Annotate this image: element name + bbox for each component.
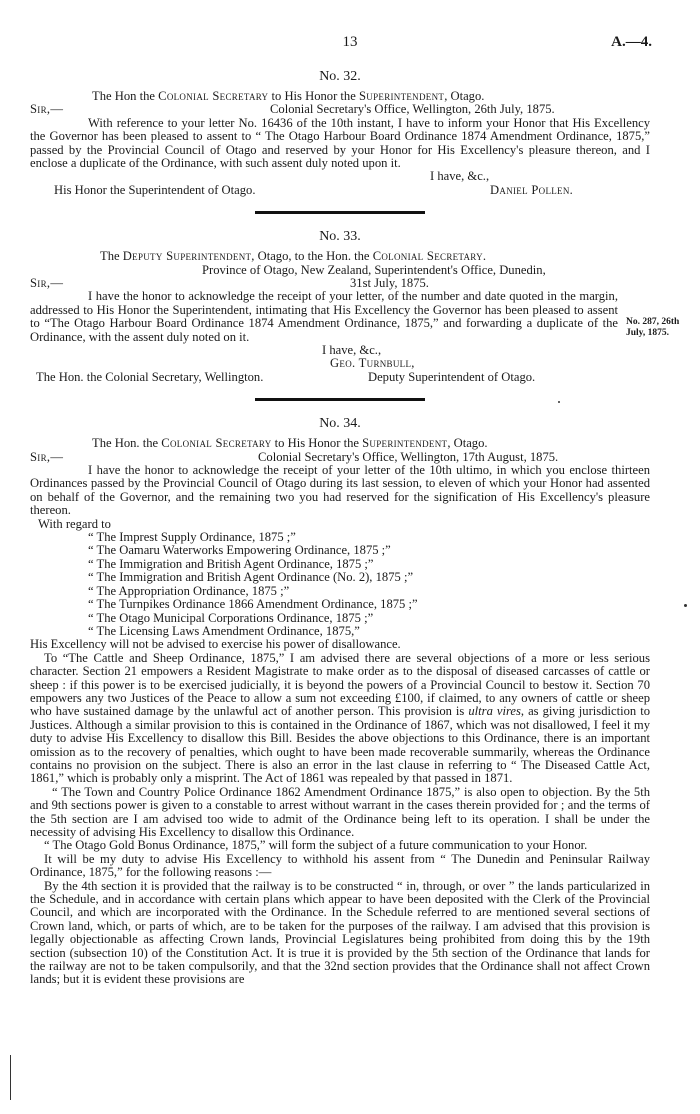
section-divider — [255, 398, 425, 401]
letter-addressee: The Hon. the Colonial Secretary, Wellington. — [36, 369, 264, 384]
letter-no-34 — [30, 415, 650, 987]
list-item: “ The Immigration and British Agent Ordinance, 1875 ;” — [88, 556, 374, 571]
paragraph: It will be my duty to advise His Excellency to withhold his assent from “ The Dunedin and Peninsular Railway Ordinance, 1875,” for the following reasons :— — [30, 851, 650, 880]
letter-closing: I have, &c., — [322, 343, 382, 358]
page-header — [0, 36, 700, 54]
list-item: “ The Immigration and British Agent Ordinance (No. 2), 1875 ;” — [88, 570, 414, 585]
list-item: “ The Imprest Supply Ordinance, 1875 ;” — [88, 530, 296, 545]
list-item: “ The Appropriation Ordinance, 1875 ;” — [88, 583, 290, 598]
salutation: Sir,— — [30, 449, 64, 464]
letter-address-line: The Hon the Colonial Secretary to His Honor the Superintendent, Otago. — [92, 89, 485, 103]
letter-title: No. 34. — [319, 416, 361, 432]
paragraph: By the 4th section it is provided that the railway is to be constructed “ in, through, or over ” the lands particularized in the Schedule, and in accordance with certain plans which appear to have been deposited with the Clerk of the Provincial Council, and which are incorporated with the Ordinance. In the Schedule referred to are mentioned several sections of Crown land, which, or parts of which, are to be taken for the purposes of the railway. I am advised that this provision is legally objectionable as affecting Crown lands, Provincial Legislatures being prohibited from doing this by the 19th section (subsection 10) of the Constitution Act. It is true it is provided by the 5th section of the Ordinance that lands for the railway are not to be taken compulsorily, and that the 32nd section provides that the Ordinance shall not affect Crown lands; but it is evident these provisions are — [30, 878, 650, 987]
letter-signature: Daniel Pollen. — [490, 182, 574, 197]
paragraph: To “The Cattle and Sheep Ordinance, 1875,” I am advised there are several objections of a more or less serious character. Section 21 empowers a Resident Magistrate to make order as to the disposal of diseased carcasses of cattle or sheep : if this power is to be exercised judicially, it is beyond the powers of a Provincial Council to bestow it. Section 70 empowers any two Justices of the Peace to allow a sum not exceeding £100, if claimed, to any owners of cattle or sheep who have sustained damage by the unlawful act of another person. This provision is ultra vires, as giving jurisdiction to Justices. Although a similar provision to this is contained in the Ordinance of 1867, which was not disallowed, I feel it my duty to advise His Excellency to disallow this Bill. Besides the above objections to this Ordinance, there is an important omission as to the recovery of penalties, which ought to have been made recoverable summarily, whereas the Ordinance contains no provision on the subject. There is also an error in the last clause in referring to “ The Diseased Cattle Act, 1861,” which is probably only a misprint. The Act of 1861 was repealed by that passed in 1871. — [30, 650, 650, 786]
letter-addressee: His Honor the Superintendent of Otago. — [54, 182, 256, 197]
paragraph: “ The Town and Country Police Ordinance 1862 Amendment Ordinance 1875,” is also open to objection. By the 5th and 9th sections power is given to a constable to arrest without warrant in the cases therein provided for ; and the terms of the 5th section are I am advised too wide to admit of the Ordinance being left to its operation. I shall be under the necessity of advising His Excellency to disallow this Ordinance. — [30, 784, 650, 840]
page-body — [30, 68, 680, 987]
letter-place-date: Colonial Secretary's Office, Wellington, 26th July, 1875. — [270, 102, 555, 117]
section-divider — [255, 211, 425, 214]
margin-note: No. 287, 26th July, 1875. — [626, 317, 680, 339]
paragraph: His Excellency will not be advised to exercise his power of disallowance. — [30, 637, 401, 652]
with-regard: With regard to — [38, 516, 111, 531]
letter-title: No. 32. — [319, 69, 361, 84]
letter-body: With reference to your letter No. 16436 of the 10th instant, I have to inform your Honor that His Excellency the Governor has been pleased to assent to “ The Otago Harbour Board Ordinance 1874 Amendment Ordinance, 1875,” passed by the Provincial Council of Otago and reserved by your Honor for His Excellency's pleasure thereon, and I enclose a duplicate of the Ordinance, with such assent duly noted upon it. — [30, 115, 650, 171]
salutation-row — [30, 277, 650, 290]
list-item: “ The Otago Municipal Corporations Ordinance, 1875 ;” — [88, 610, 374, 625]
margin-line — [10, 1055, 11, 1100]
salutation: Sir,— — [30, 276, 64, 291]
letter-no-33 — [30, 228, 680, 384]
letter-place-date: Colonial Secretary's Office, Wellington, 17th August, 1875. — [258, 449, 559, 464]
paragraph: “ The Otago Gold Bonus Ordinance, 1875,” will form the subject of a future communication to your Honor. — [44, 838, 588, 853]
signature-title: Deputy Superintendent of Otago. — [368, 369, 536, 384]
list-item: “ The Turnpikes Ordinance 1866 Amendment Ordinance, 1875 ;” — [88, 597, 418, 612]
letter-date: 31st July, 1875. — [350, 276, 429, 291]
margin-dot — [558, 401, 560, 403]
letter-no-32 — [30, 68, 650, 197]
letter-title: No. 33. — [319, 229, 361, 245]
margin-dot — [684, 604, 687, 607]
list-item: “ The Oamaru Waterworks Empowering Ordinance, 1875 ;” — [88, 543, 391, 558]
page-code: A.—4. — [611, 34, 652, 50]
letter-closing: I have, &c., — [430, 169, 490, 184]
paragraph: I have the honor to acknowledge the receipt of your letter of the 10th ultimo, in which you enclose thirteen Ordinances passed by the Provincial Council of Otago during its last session, to eleven of which your Honor had assented on behalf of the Governor, and the remaining two you had reserved for the signification of His Excellency's pleasure thereon. — [30, 463, 650, 518]
salutation-row — [30, 103, 650, 116]
list-item: “ The Licensing Laws Amendment Ordinance, 1875,” — [88, 623, 360, 638]
letter-body: I have the honor to acknowledge the receipt of your letter, of the number and date quoted in the margin, addressed to His Honor the Superintendent, intimating that His Excellency the Governor has been pleased to assent to “The Otago Harbour Board Ordinance 1874 Amendment Ordinance, 1875,” and forwarding a duplicate of the Ordinance, with the assent duly noted on it. — [30, 289, 618, 344]
letter-place: Province of Otago, New Zealand, Superintendent's Office, Dunedin, — [202, 262, 546, 277]
salutation-row — [30, 451, 650, 464]
letter-body-wrap — [30, 289, 680, 344]
signature-row — [30, 371, 650, 384]
signature-row — [30, 184, 650, 197]
letter-address-line: The Deputy Superintendent, Otago, to the Hon. the Colonial Secretary. — [100, 249, 487, 264]
letter-address-line: The Hon. the Colonial Secretary to His Honor the Superintendent, Otago. — [92, 436, 488, 451]
letter-signature: Geo. Turnbull, — [330, 356, 415, 371]
salutation: Sir,— — [30, 102, 64, 117]
page-number: 13 — [342, 34, 358, 50]
